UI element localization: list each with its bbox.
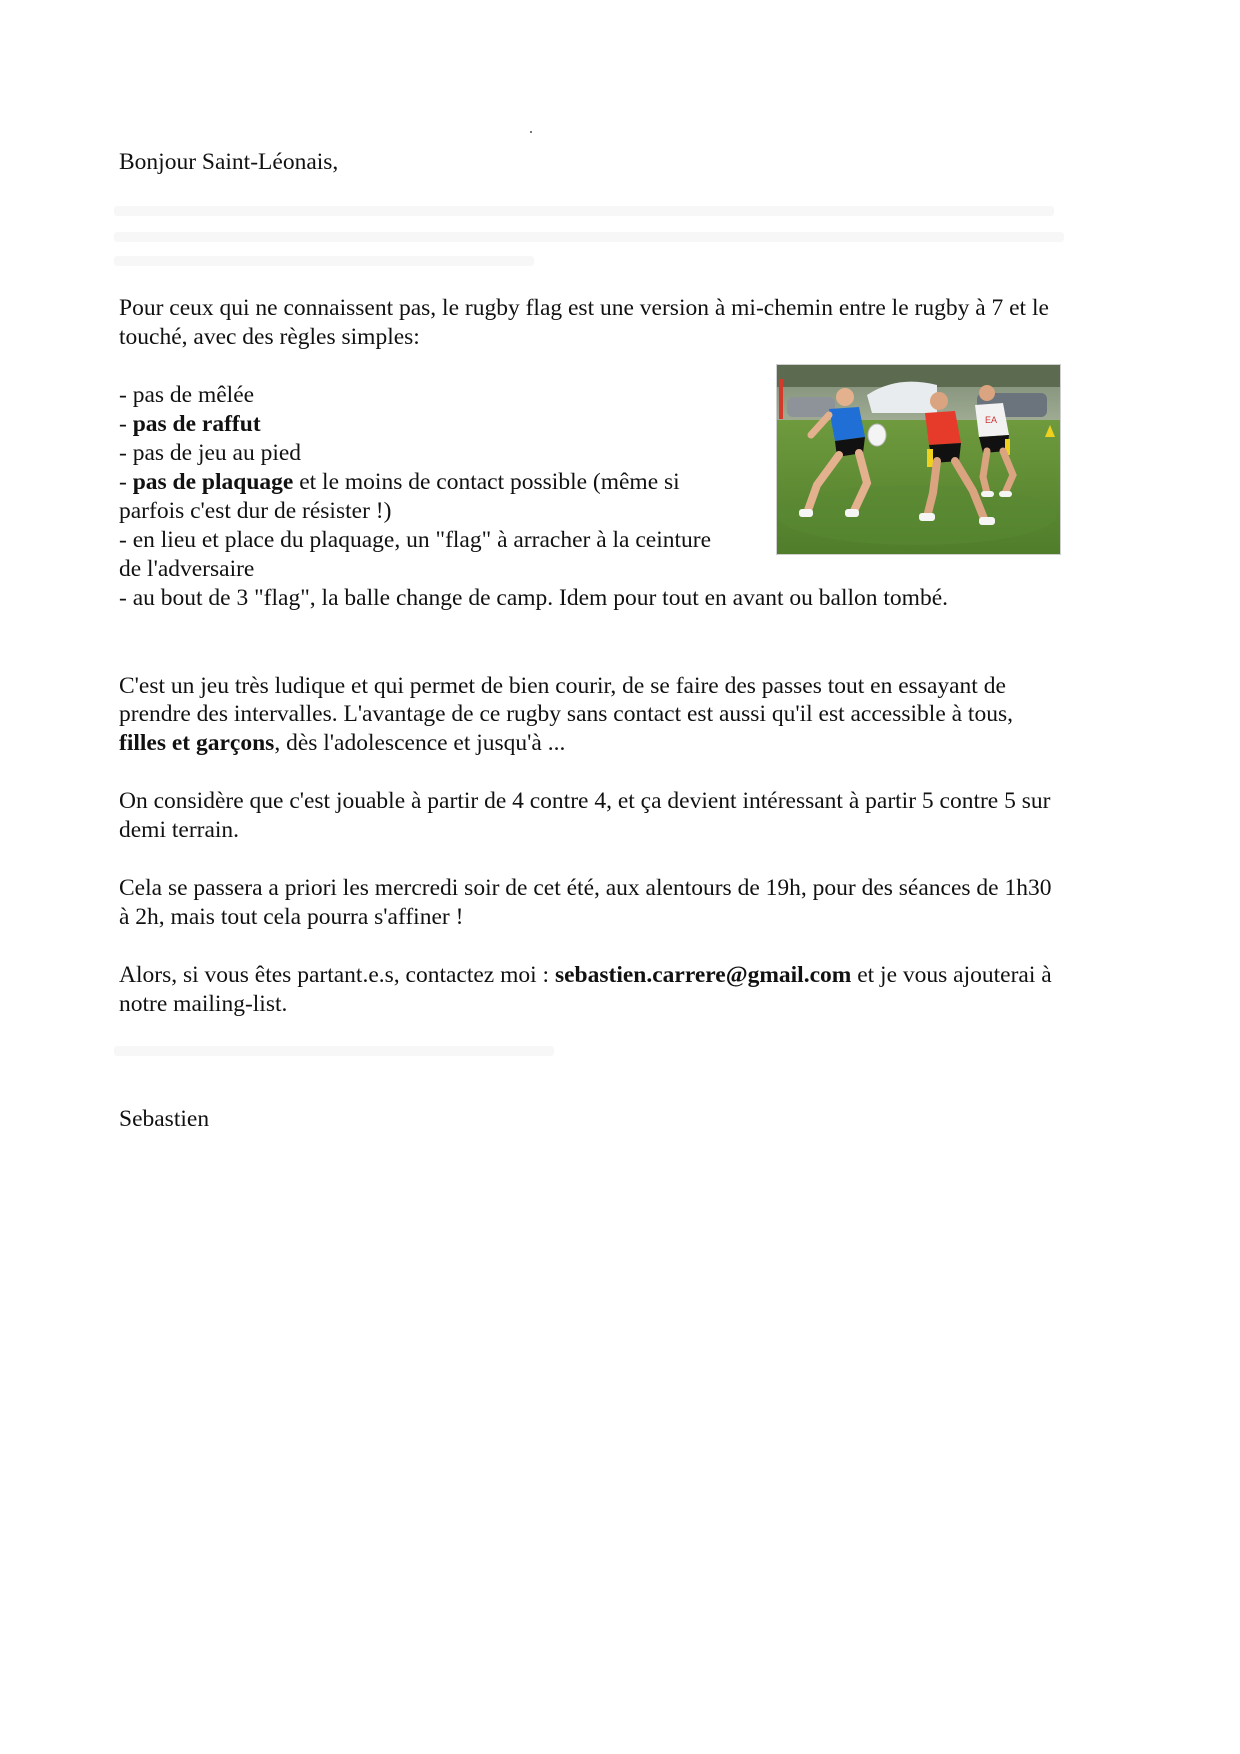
faded-text-line — [114, 256, 534, 266]
intro-line: Pour ceux qui ne connaissent pas, le rugby flag est une version à mi-chemin entre le rugby à 7 et le — [119, 295, 1049, 321]
paragraph-line: Cela se passera a priori les mercredi soir de cet été, aux alentours de 19h, pour des séances de 1h30 — [119, 875, 1052, 901]
rule-item-continued: de l'adversaire — [119, 556, 255, 582]
greeting: Bonjour Saint-Léonais, — [119, 149, 339, 175]
rugby-flag-players-illustration — [777, 365, 1060, 554]
rule-item-continued: parfois c'est dur de résister !) — [119, 498, 392, 524]
rule-prefix: - — [119, 469, 133, 495]
svg-text:EA: EA — [985, 415, 998, 425]
signature: Sebastien — [119, 1106, 210, 1132]
paragraph-line: demi terrain. — [119, 817, 240, 843]
rugby-flag-photo — [776, 364, 1061, 555]
paragraph-line — [119, 729, 565, 758]
paragraph-line: à 2h, mais tout cela pourra s'affiner ! — [119, 904, 464, 930]
rule-item: - en lieu et place du plaquage, un "flag" à arracher à la ceinture — [119, 527, 712, 553]
paragraph-text: , dès l'adolescence et jusqu'à ... — [274, 730, 566, 756]
rule-item: - pas de mêlée — [119, 382, 255, 408]
rule-bold: pas de raffut — [132, 411, 261, 437]
paragraph-line: notre mailing-list. — [119, 991, 288, 1017]
paragraph-line: prendre des intervalles. L'avantage de ce rugby sans contact est aussi qu'il est accessible à tous, — [119, 701, 1013, 727]
rule-prefix: - — [119, 411, 133, 437]
email-address: sebastien.carrere@gmail.com — [554, 962, 852, 988]
rule-bold: pas de plaquage — [132, 469, 294, 495]
rule-item — [119, 468, 680, 497]
paragraph-line: C'est un jeu très ludique et qui permet de bien courir, de se faire des passes tout en essayant de — [119, 673, 1006, 699]
rule-item: - pas de jeu au pied — [119, 440, 302, 466]
paragraph-line — [119, 961, 1052, 990]
faded-text-line — [114, 206, 1054, 216]
stray-dot — [530, 131, 532, 133]
bold-phrase: filles et garçons — [119, 730, 275, 756]
faded-text-line — [114, 1046, 554, 1056]
rule-text: et le moins de contact possible (même si — [293, 469, 680, 495]
faded-text-line — [114, 232, 1064, 242]
paragraph-text: Alors, si vous êtes partant.e.s, contactez moi : — [119, 962, 555, 988]
paragraph-text: et je vous ajouterai à — [851, 962, 1052, 988]
paragraph-line: On considère que c'est jouable à partir de 4 contre 4, et ça devient intéressant à partir 5 contre 5 sur — [119, 788, 1051, 814]
rule-item — [119, 410, 261, 439]
intro-line: touché, avec des règles simples: — [119, 324, 420, 350]
rule-item: - au bout de 3 "flag", la balle change de camp. Idem pour tout en avant ou ballon tombé. — [119, 585, 949, 611]
